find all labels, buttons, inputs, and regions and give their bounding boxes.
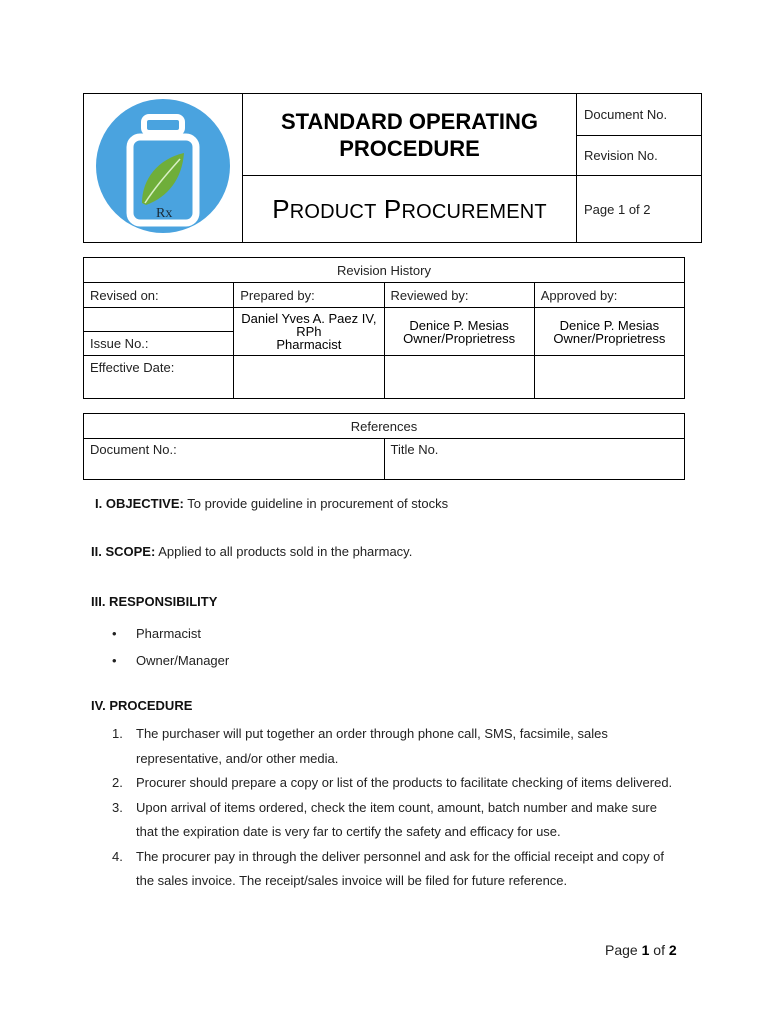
sop-title (243, 108, 576, 162)
effective-date-prepared (234, 356, 384, 399)
sop-header-table (83, 93, 702, 243)
document-no-label: Document No. (577, 94, 702, 136)
approved-by-name: Denice P. Mesias (559, 317, 660, 333)
reviewed-by-label: Reviewed by: (384, 283, 534, 308)
sop-title-cell (243, 94, 577, 176)
prepared-by-signature (234, 308, 384, 356)
sop-title-line2: PROCEDURE (339, 135, 480, 161)
scope-text: Applied to all products sold in the pharmacy. (158, 544, 413, 559)
prepared-by-role: Pharmacist (276, 337, 342, 352)
scope-label: II. SCOPE: (91, 544, 156, 559)
procedure-title-cell (243, 176, 577, 243)
prepared-by-name: Daniel Yves A. Paez IV, RPh (241, 311, 377, 339)
bullet-icon: • (112, 653, 117, 668)
revision-no-label: Revision No. (577, 136, 702, 176)
reviewed-by-name: Denice P. Mesias (409, 317, 509, 333)
revision-history-table (83, 257, 685, 399)
procedure-list (91, 722, 691, 894)
revision-history-title: Revision History (84, 258, 685, 283)
scope-section (91, 540, 691, 564)
effective-date-label: Effective Date: (84, 356, 234, 399)
reviewed-by-role: Owner/Proprietress (403, 330, 516, 346)
revised-on-value (84, 308, 234, 332)
procedure-step: 4. The procurer pay in through the deliver personnel and ask for the official receipt and copy of the sales invoice. The receipt/sales invoice will be filed for future reference. (112, 848, 665, 888)
footer-page-word: Page (605, 942, 638, 958)
sop-body (91, 492, 691, 894)
procedure-step: 3. Upon arrival of items ordered, check the item count, amount, batch number and make sure that the expiration date is very far to certify the safety and efficacy for use. (112, 799, 657, 839)
references-title: References (84, 414, 685, 439)
objective-label: I. OBJECTIVE: (95, 496, 184, 511)
page-footer (605, 942, 677, 958)
page-indicator: Page 1 of 2 (577, 176, 702, 243)
logo-cell (84, 94, 243, 243)
revised-on-label: Revised on: (84, 283, 234, 308)
footer-of-word: of (653, 942, 665, 958)
sop-title-line1: STANDARD OPERATING (280, 108, 539, 134)
approved-by-role: Owner/Proprietress (553, 330, 666, 346)
list-item: • Pharmacist (91, 620, 691, 647)
approved-by-label: Approved by: (534, 283, 684, 308)
issue-no-label: Issue No.: (84, 332, 234, 356)
effective-date-approved (534, 356, 684, 399)
procedure-step: 1. The purchaser will put together an order through phone call, SMS, facsimile, sales representative, and/or other media. (112, 726, 608, 766)
responsibility-list (91, 620, 691, 674)
logo-rx-text: Rx (156, 205, 173, 221)
objective-section (91, 492, 691, 516)
reviewed-by-signature (384, 308, 534, 356)
bullet-icon: • (112, 626, 117, 641)
references-table (83, 413, 685, 480)
footer-total-pages: 2 (668, 942, 677, 958)
reference-document-no-label: Document No.: (84, 439, 385, 480)
pharmacy-logo-icon (96, 99, 230, 233)
objective-text: To provide guideline in procurement of stocks (187, 496, 449, 511)
approved-by-signature (534, 308, 684, 356)
list-item: • Owner/Manager (91, 647, 691, 674)
procedure-title: PRODUCT PROCUREMENT (272, 193, 547, 224)
prepared-by-label: Prepared by: (234, 283, 384, 308)
procedure-step: 2. Procurer should prepare a copy or list of the products to facilitate checking of items delivered. (112, 775, 673, 790)
reference-title-no-label: Title No. (384, 439, 685, 480)
effective-date-reviewed (384, 356, 534, 399)
footer-current-page: 1 (641, 942, 650, 958)
responsibility-heading: III. RESPONSIBILITY (91, 594, 218, 609)
procedure-heading: IV. PROCEDURE (91, 698, 193, 713)
